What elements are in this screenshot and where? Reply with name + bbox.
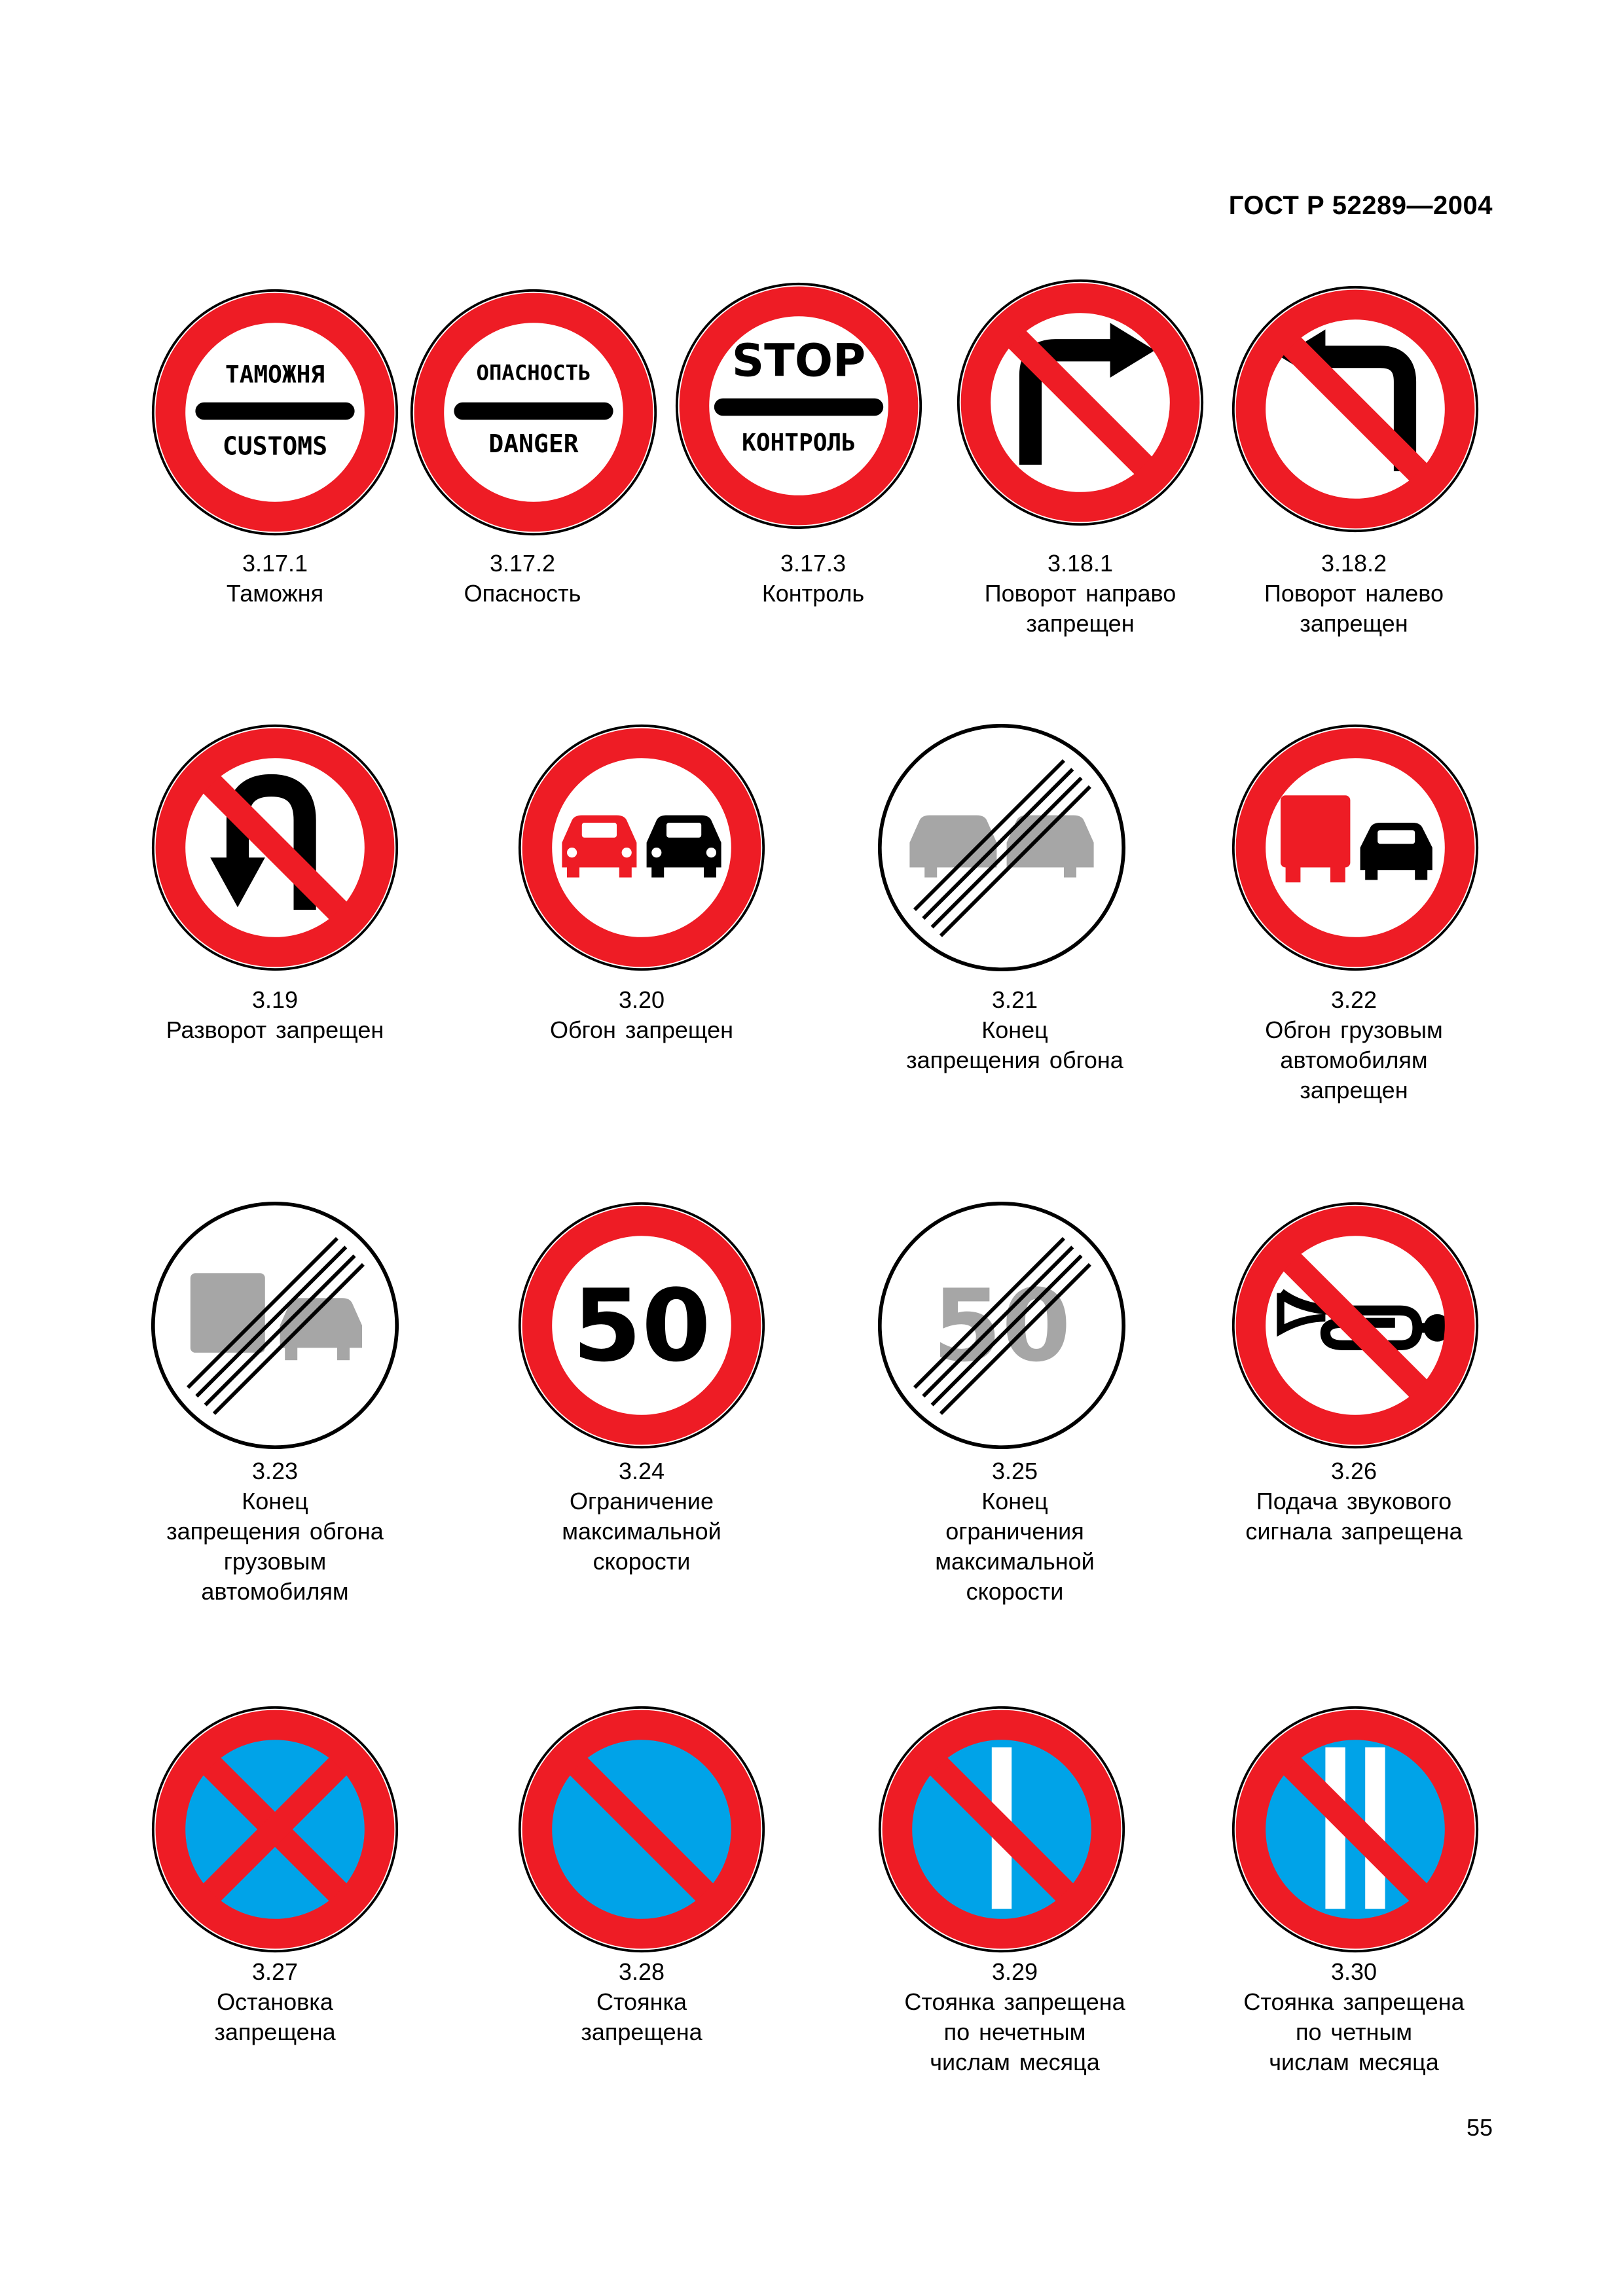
sign-name: Разворот запрещен (166, 1016, 384, 1043)
caption-3-26 (1184, 1456, 1524, 1547)
sign-name: Обгон грузовым автомобилям запрещен (1265, 1016, 1443, 1103)
sign-3-17-3-control (674, 281, 923, 530)
caption-3-22 (1184, 985, 1524, 1105)
sign-code: 3.23 (251, 1458, 299, 1484)
speed-limit-value: 50 (572, 1268, 711, 1384)
sign-3-28-no-parking (517, 1705, 766, 1954)
sign-name: Конец запрещения обгона грузовым автомобилям (166, 1488, 384, 1605)
sign-inner-top-text: STOP (731, 335, 866, 387)
caption-3-18-2 (1184, 548, 1524, 639)
sign-3-30-no-parking-even-days (1231, 1705, 1480, 1954)
sign-code: 3.17.2 (489, 550, 556, 577)
no-truck-overtaking-icon (1231, 723, 1480, 972)
sign-3-18-1-no-right-turn (956, 278, 1205, 527)
speed-limit-icon (517, 1201, 766, 1450)
sign-3-29-no-parking-odd-days (877, 1705, 1126, 1954)
no-parking-even-days-icon (1231, 1705, 1480, 1954)
sign-3-17-2-danger (409, 288, 658, 537)
sign-3-19-no-u-turn (151, 723, 399, 972)
no-parking-icon (517, 1705, 766, 1954)
sign-code: 3.17.3 (780, 550, 847, 577)
sign-name: Конец ограничения максимальной скорости (935, 1488, 1095, 1605)
page-number: 55 (1466, 2114, 1493, 2141)
sign-code: 3.19 (251, 986, 299, 1013)
no-overtaking-icon (517, 723, 766, 972)
sign-inner-bottom-text: DANGER (488, 429, 579, 458)
sign-3-23-end-no-truck-overtaking (151, 1201, 399, 1450)
sign-code: 3.21 (991, 986, 1038, 1013)
no-u-turn-icon (151, 723, 399, 972)
sign-code: 3.29 (991, 1958, 1038, 1985)
sign-inner-top-text: ОПАСНОСТЬ (476, 360, 591, 386)
sign-name: Ограничение максимальной скорости (562, 1488, 721, 1575)
sign-3-27-no-stopping (151, 1705, 399, 1954)
sign-inner-bottom-text: КОНТРОЛЬ (742, 429, 856, 457)
caption-3-21 (845, 985, 1185, 1075)
sign-code: 3.18.2 (1321, 550, 1387, 577)
sign-name: Обгон запрещен (549, 1016, 734, 1043)
sign-name: Конец запрещения обгона (906, 1016, 1123, 1073)
no-parking-odd-days-icon (877, 1705, 1126, 1954)
sign-code: 3.20 (618, 986, 665, 1013)
sign-name: Стоянка запрещена по нечетным числам месяца (904, 1988, 1125, 2075)
sign-name: Подача звукового сигнала запрещена (1245, 1488, 1463, 1545)
sign-name: Поворот налево запрещен (1264, 580, 1444, 637)
no-horn-icon (1231, 1201, 1480, 1450)
sign-3-24-speed-limit (517, 1201, 766, 1450)
sign-name: Стоянка запрещена по четным числам месяца (1243, 1988, 1465, 2075)
sign-code: 3.28 (618, 1958, 665, 1985)
end-speed-limit-icon (877, 1201, 1126, 1450)
sign-3-21-end-no-overtaking (877, 723, 1126, 972)
sign-code: 3.18.1 (1047, 550, 1114, 577)
caption-3-27 (105, 1957, 445, 2047)
sign-name: Опасность (464, 580, 581, 607)
caption-3-23 (105, 1456, 445, 1607)
caption-3-30 (1184, 1957, 1524, 2077)
sign-inner-top-text: ТАМОЖНЯ (225, 361, 325, 389)
sign-name: Контроль (761, 580, 865, 607)
sign-code: 3.17.1 (242, 550, 308, 577)
sign-3-20-no-overtaking (517, 723, 766, 972)
sign-name: Стоянка запрещена (581, 1988, 702, 2045)
caption-3-24 (471, 1456, 812, 1577)
sign-name: Остановка запрещена (214, 1988, 336, 2045)
no-right-turn-icon (956, 278, 1205, 527)
caption-3-17-2 (352, 548, 693, 609)
sign-3-22-no-truck-overtaking (1231, 723, 1480, 972)
sign-3-25-end-speed-limit (877, 1201, 1126, 1450)
document-header: ГОСТ Р 52289—2004 (1228, 191, 1493, 220)
end-speed-limit-value: 50 (932, 1268, 1071, 1384)
no-left-turn-icon (1231, 285, 1480, 533)
end-no-truck-overtaking-icon (151, 1201, 399, 1450)
sign-name: Таможня (226, 580, 324, 607)
caption-3-20 (471, 985, 812, 1045)
no-stopping-icon (151, 1705, 399, 1954)
caption-3-19 (105, 985, 445, 1045)
sign-code: 3.30 (1330, 1958, 1377, 1985)
customs-sign-icon (151, 288, 399, 537)
sign-code: 3.26 (1330, 1458, 1377, 1484)
caption-3-29 (845, 1957, 1185, 2077)
sign-code: 3.25 (991, 1458, 1038, 1484)
sign-3-26-no-horn (1231, 1201, 1480, 1450)
sign-code: 3.22 (1330, 986, 1377, 1013)
sign-3-18-2-no-left-turn (1231, 285, 1480, 533)
sign-code: 3.27 (251, 1958, 299, 1985)
sign-inner-bottom-text: CUSTOMS (222, 431, 328, 461)
caption-3-25 (845, 1456, 1185, 1607)
sign-name: Поворот направо запрещен (984, 580, 1176, 637)
danger-sign-icon (409, 288, 658, 537)
end-no-overtaking-icon (877, 723, 1126, 972)
control-stop-sign-icon (674, 281, 923, 530)
caption-3-28 (471, 1957, 812, 2047)
sign-code: 3.24 (618, 1458, 665, 1484)
sign-3-17-1-customs (151, 288, 399, 537)
